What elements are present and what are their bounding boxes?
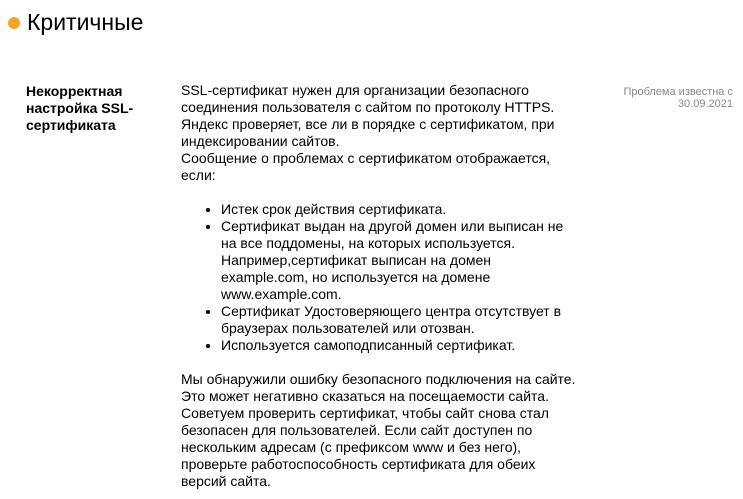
list-item: • Истек срок действия сертификата. <box>221 201 581 218</box>
problem-name: Некорректная настройка SSL-сертификата <box>26 83 134 133</box>
problem-conditions-list <box>181 201 581 354</box>
problem-message-intro: Сообщение о проблемах с сертификатом отображается, если: <box>181 150 551 183</box>
problem-conclusion: Мы обнаружили ошибку безопасного подключения на сайте. Это может негативно сказаться на посещаемости сайта. Советуем проверить сертификат, чтобы сайт снова стал безопасен для пользователей. Если сайт доступен по нескольким адресам (с префиксом www и без него), проверьте работоспособность сертификата для обеих версий сайта. <box>181 371 576 489</box>
list-item: • Используется самоподписанный сертификат. <box>221 337 581 354</box>
section-header <box>8 6 143 38</box>
section-title: Критичные <box>27 9 144 35</box>
list-item: • Сертификат Удостоверяющего центра отсутствует в браузерах пользователей или отозван. <box>221 303 581 337</box>
problem-intro: SSL-сертификат нужен для организации безопасного соединения пользователя с сайтом по протоколу HTTPS. Яндекс проверяет, все ли в порядке с сертификатом, при индексировании сайтов. <box>181 82 555 149</box>
critical-status-dot-icon <box>8 17 20 29</box>
list-item: • Сертификат выдан на другой домен или выписан не на все поддомены, на которых используется. Например,сертификат выписан на домен example.com, но используется на домене www.example.com. <box>221 218 581 303</box>
problem-known-since: Проблема известна с 30.09.2021 <box>623 86 733 110</box>
problem-description <box>181 82 581 490</box>
